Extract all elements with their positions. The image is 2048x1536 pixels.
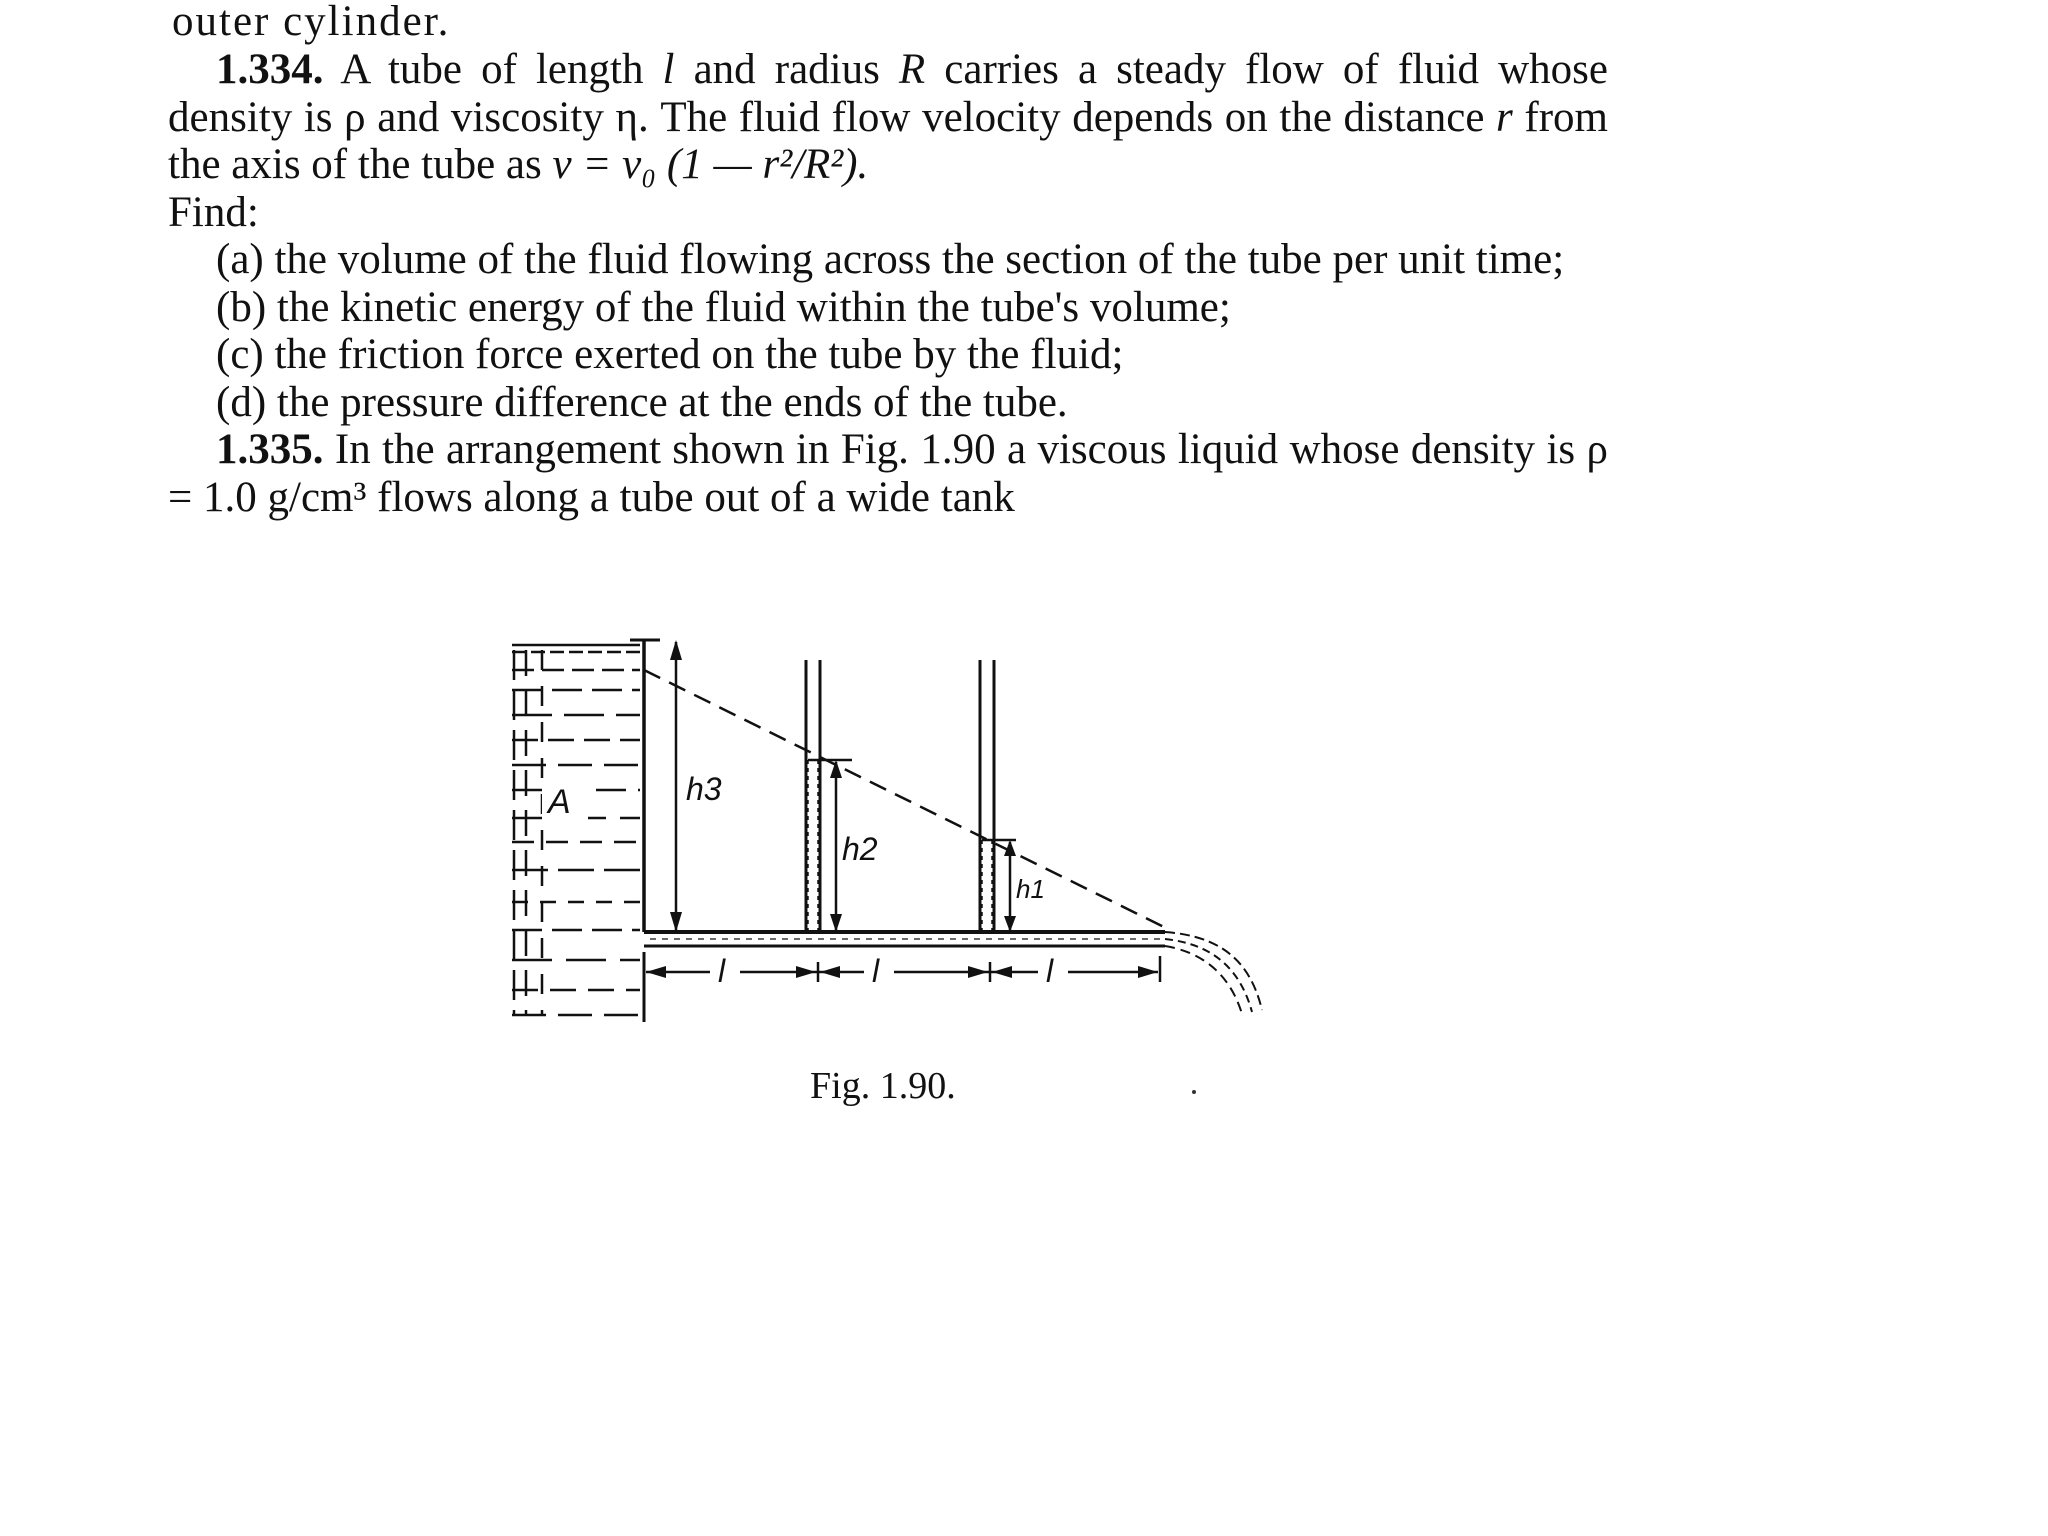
text-run: In the arrangement shown in Fig. 1.90 a viscous liquid whose density is ρ = 1.0 g/cm³ flows along a tube out of a wide tank	[168, 426, 1608, 521]
problem-number: 1.334.	[216, 46, 324, 93]
part-b: (b) the kinetic energy of the fluid within the tube's volume;	[216, 283, 1231, 331]
tank-tube-diagram	[490, 630, 1310, 1030]
var-R: R	[898, 46, 926, 93]
text-run: from the axis of the tube as	[168, 93, 1608, 188]
h1-text: h1	[1016, 874, 1045, 904]
var-l: l	[662, 46, 675, 93]
problem-1334-statement	[168, 46, 1608, 236]
text-run: A tube of length	[323, 46, 663, 93]
tank-liquid-hatching	[512, 645, 640, 1015]
cutoff-previous-line: outer cylinder.	[172, 0, 451, 45]
h3-text: h3	[686, 771, 722, 807]
part-a: (a) the volume of the fluid flowing across the section of the tube per unit time;	[216, 236, 1565, 283]
problem-1335-statement	[168, 426, 1608, 521]
h2-label	[842, 831, 878, 867]
page-text	[168, 0, 1609, 521]
part-c: (c) the friction force exerted on the tube by the fluid;	[216, 331, 1124, 378]
var-r: r	[1496, 93, 1513, 141]
figure-1-90	[490, 630, 1310, 1030]
h3-label	[686, 771, 722, 807]
velocity-formula: v = v₀ (1 — r²/R²).	[552, 141, 869, 188]
text-run: carries a steady flow of fluid whose density is ρ and viscosity η. The fluid flow velocity depends on the distance	[168, 46, 1609, 141]
figure-caption: Fig. 1.90.	[810, 1065, 956, 1107]
segment-label-1: l	[718, 953, 726, 989]
pressure-gradient-line	[644, 670, 1170, 930]
text-run: and radius	[674, 46, 899, 93]
h1-label	[1016, 874, 1045, 904]
outflow-stream	[1165, 932, 1262, 1014]
find-label: Find:	[168, 188, 259, 236]
h2-text: h2	[842, 831, 878, 867]
segment-label-2: l	[872, 953, 880, 989]
print-speck	[1192, 1090, 1196, 1094]
segment-label-3: l	[1046, 953, 1054, 989]
tank-label: A	[548, 783, 571, 821]
part-d: (d) the pressure difference at the ends of the tube.	[216, 378, 1068, 426]
problem-number: 1.335.	[216, 426, 324, 473]
